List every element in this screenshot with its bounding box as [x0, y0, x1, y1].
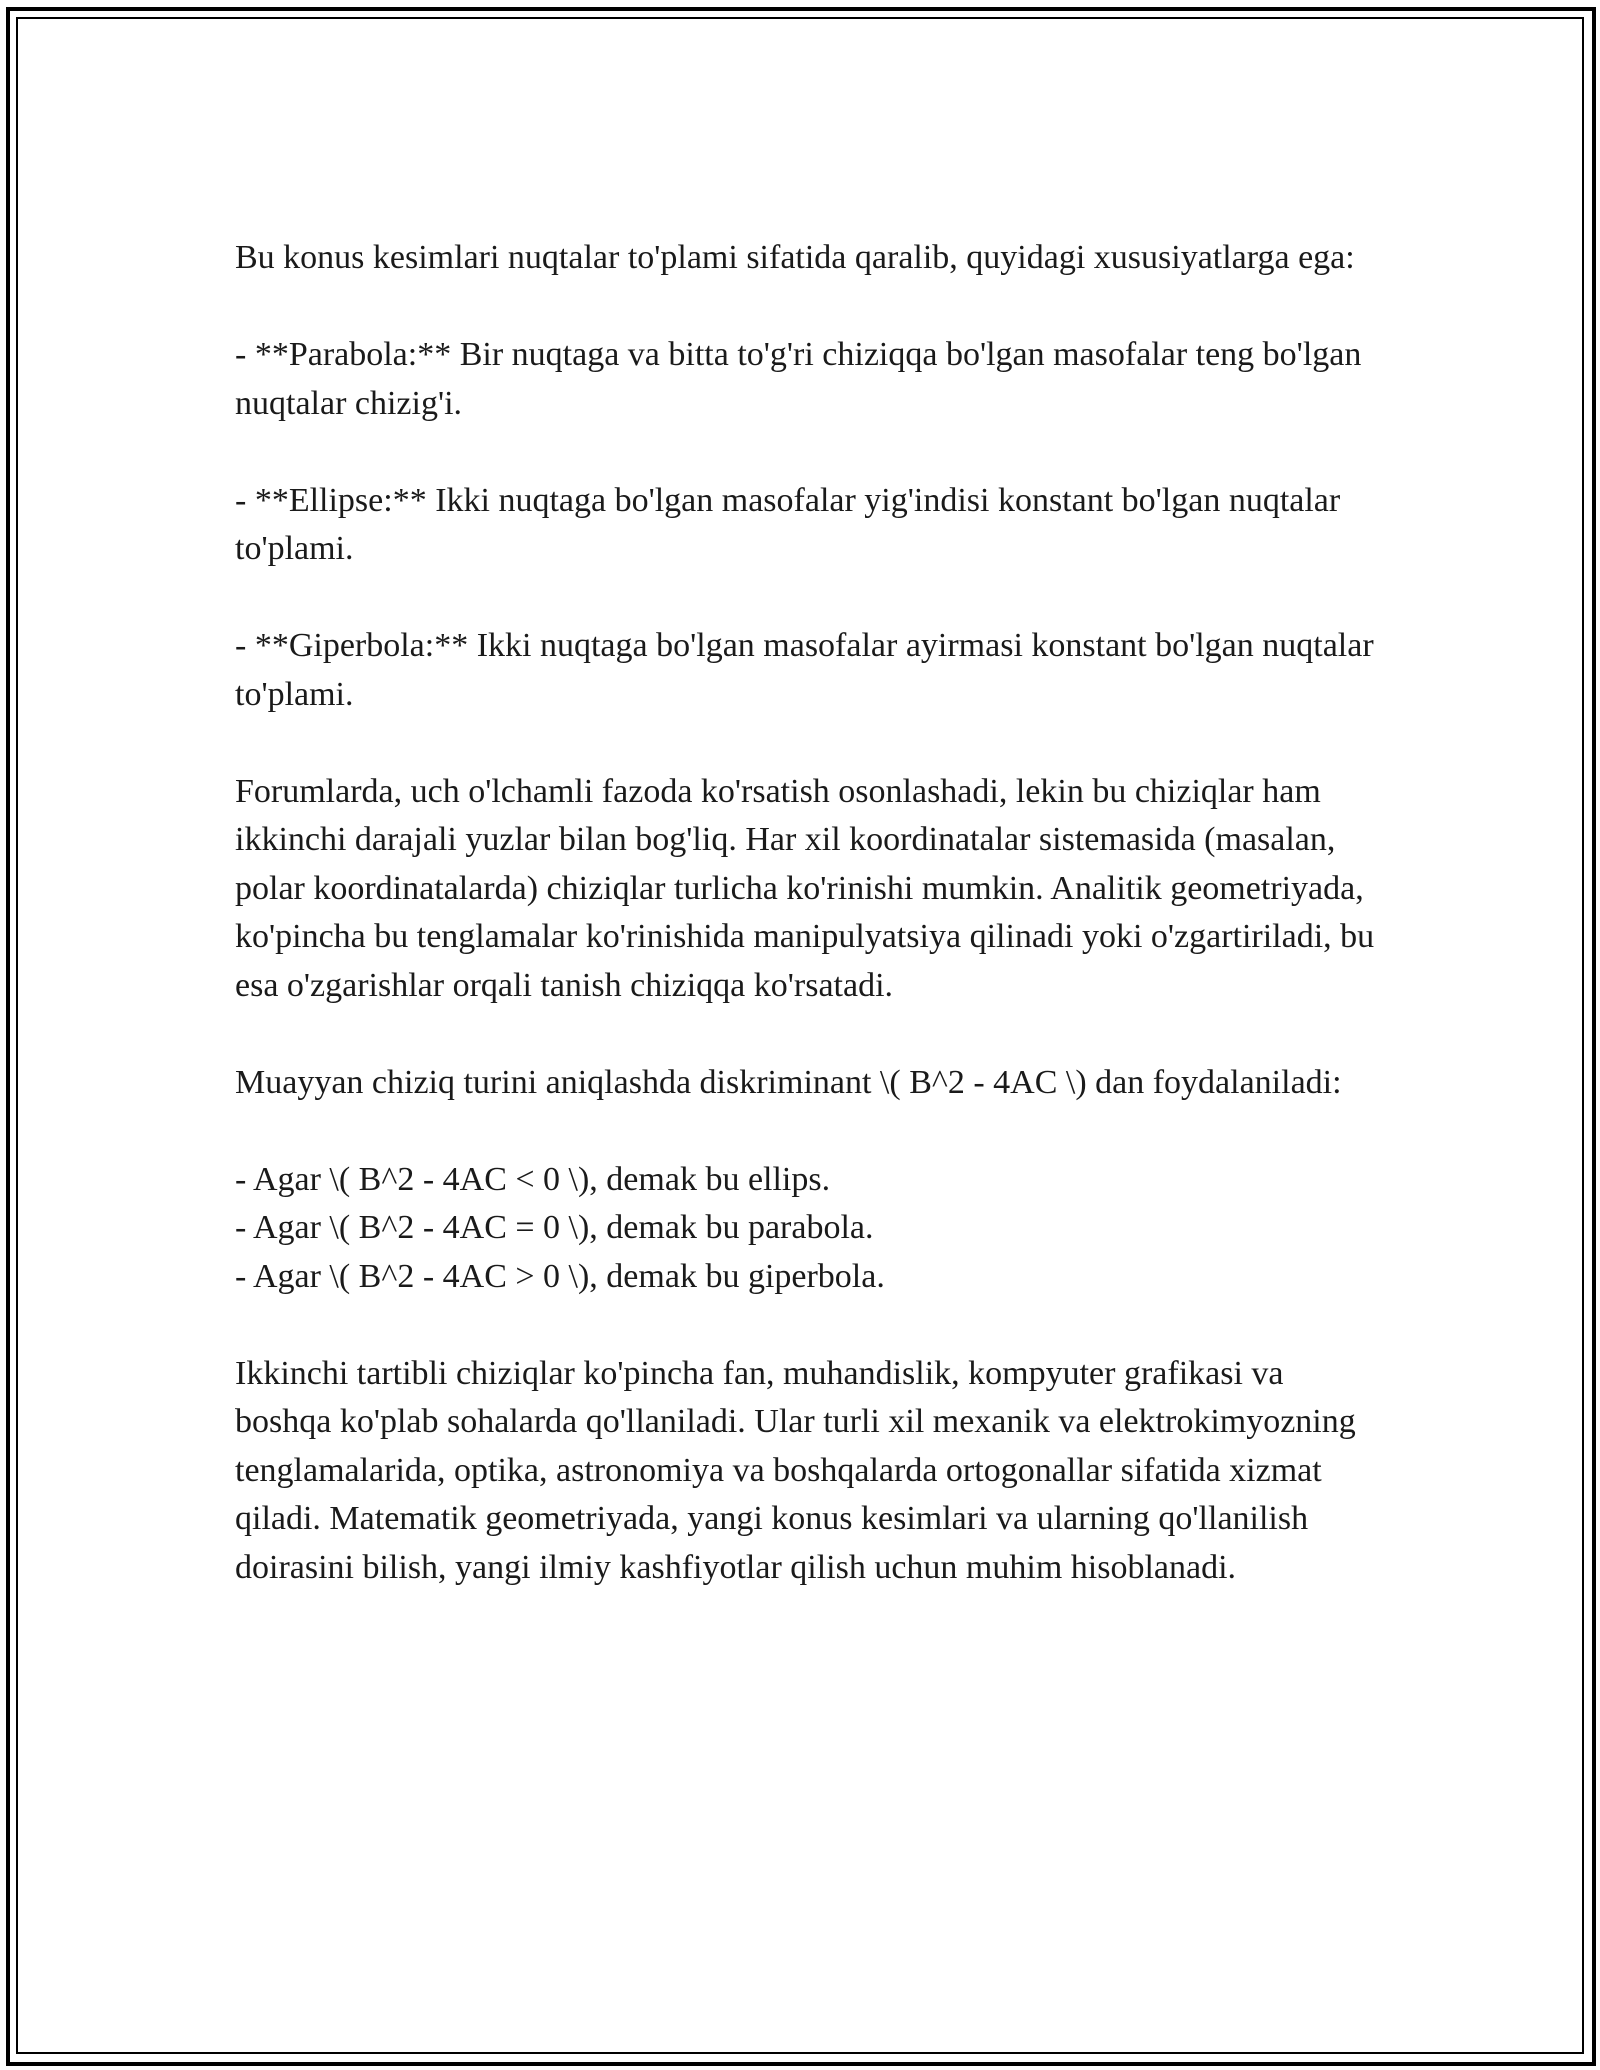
coordinate-systems-paragraph: Forumlarda, uch o'lchamli fazoda ko'rsatish osonlashadi, lekin bu chiziqlar ham ikkinchi darajali yuzlar bilan bog'liq. Har xil koordinatalar sistemasida (masalan, polar koordinatalarda) chiziqlar turlicha ko'rinishi mumkin. Analitik geometriyada, ko'pincha bu tenglamalar ko'rinishida manipulyatsiya qilinadi yoki o'zgartiriladi, bu esa o'zgarishlar orqali tanish chiziqqa ko'rsatadi. [235, 772, 1375, 1004]
discriminant-cases-list [235, 1156, 1385, 1302]
applications-paragraph: Ikkinchi tartibli chiziqlar ko'pincha fan, muhandislik, kompyuter grafikasi va boshqa ko'plab sohalarda qo'llaniladi. Ular turli xil mexanik va elektrokimyozning tenglamalarida, optika, astronomiya va boshqalarda ortogonallar sifatida xizmat qiladi. Matematik geometriyada, yangi konus kesimlari va ularning qo'llanilish doirasini bilish, yangi ilmiy kashfiyotlar qilish uchun muhim hisoblanadi. [235, 1354, 1356, 1586]
ellipse-definition: - **Ellipse:** Ikki nuqtaga bo'lgan masofalar yig'indisi konstant bo'lgan nuqtalar to'plami. [235, 481, 1341, 567]
discriminant-intro: Muayyan chiziq turini aniqlashda diskriminant \( B^2 - 4AC \) dan foydalaniladi: [235, 1063, 1342, 1101]
intro-paragraph: Bu konus kesimlari nuqtalar to'plami sifatida qaralib, quyidagi xususiyatlarga ega: [235, 239, 1355, 276]
discriminant-case-parabola: - Agar \( B^2 - 4AC = 0 \), demak bu parabola. [235, 1209, 874, 1246]
discriminant-case-hyperbola: - Agar \( B^2 - 4AC > 0 \), demak bu giperbola. [235, 1257, 885, 1295]
parabola-definition: - **Parabola:** Bir nuqtaga va bitta to'g'ri chiziqqa bo'lgan masofalar teng bo'lgan nuqtalar chizig'i. [235, 336, 1362, 422]
discriminant-case-ellipse: - Agar \( B^2 - 4AC < 0 \), demak bu ellips. [235, 1160, 831, 1198]
hyperbola-definition: - **Giperbola:** Ikki nuqtaga bo'lgan masofalar ayirmasi konstant bo'lgan nuqtalar to'plami. [235, 627, 1374, 713]
document-body [235, 234, 1385, 1641]
